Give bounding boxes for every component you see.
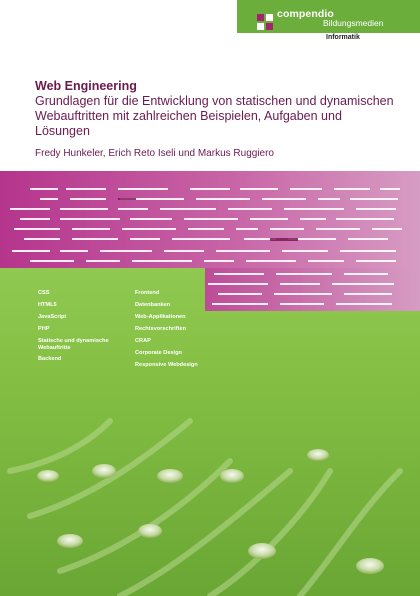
book-subtitle: Grundlagen für die Entwicklung von statischen und dynamischen Webauftritten mit zahlreichen Beispielen, Aufgaben und Lösungen — [35, 94, 394, 138]
publisher-logo-icon — [257, 14, 273, 30]
topic-item: CRAP — [135, 338, 151, 344]
topic-item: Datenbanken — [135, 302, 171, 308]
cover-artwork — [0, 171, 420, 596]
topic-item: HTML5 — [38, 302, 57, 308]
publisher-subtitle: Bildungsmedien — [323, 18, 384, 28]
topic-item: Rechtsvorschriften — [135, 326, 186, 332]
book-authors: Fredy Hunkeler, Erich Reto Iseli und Markus Ruggiero — [35, 148, 274, 159]
topic-item: Web-Applikationen — [135, 314, 186, 320]
topic-item: Frontend — [135, 290, 160, 296]
topic-item: Corporate Design — [135, 350, 182, 356]
topic-item: CSS — [38, 290, 50, 296]
topic-item: Statische und dynamische Webauftritte — [38, 338, 109, 351]
topic-item: Responsive Webdesign — [135, 362, 198, 368]
binary-code-pattern — [0, 171, 420, 321]
category-label: Informatik — [326, 34, 360, 41]
topic-item: Backend — [38, 356, 62, 362]
book-title: Web Engineering — [35, 79, 137, 93]
topic-item: JavaScript — [38, 314, 67, 320]
publisher-name: compendio — [277, 8, 334, 20]
topic-item: PHP — [38, 326, 50, 332]
